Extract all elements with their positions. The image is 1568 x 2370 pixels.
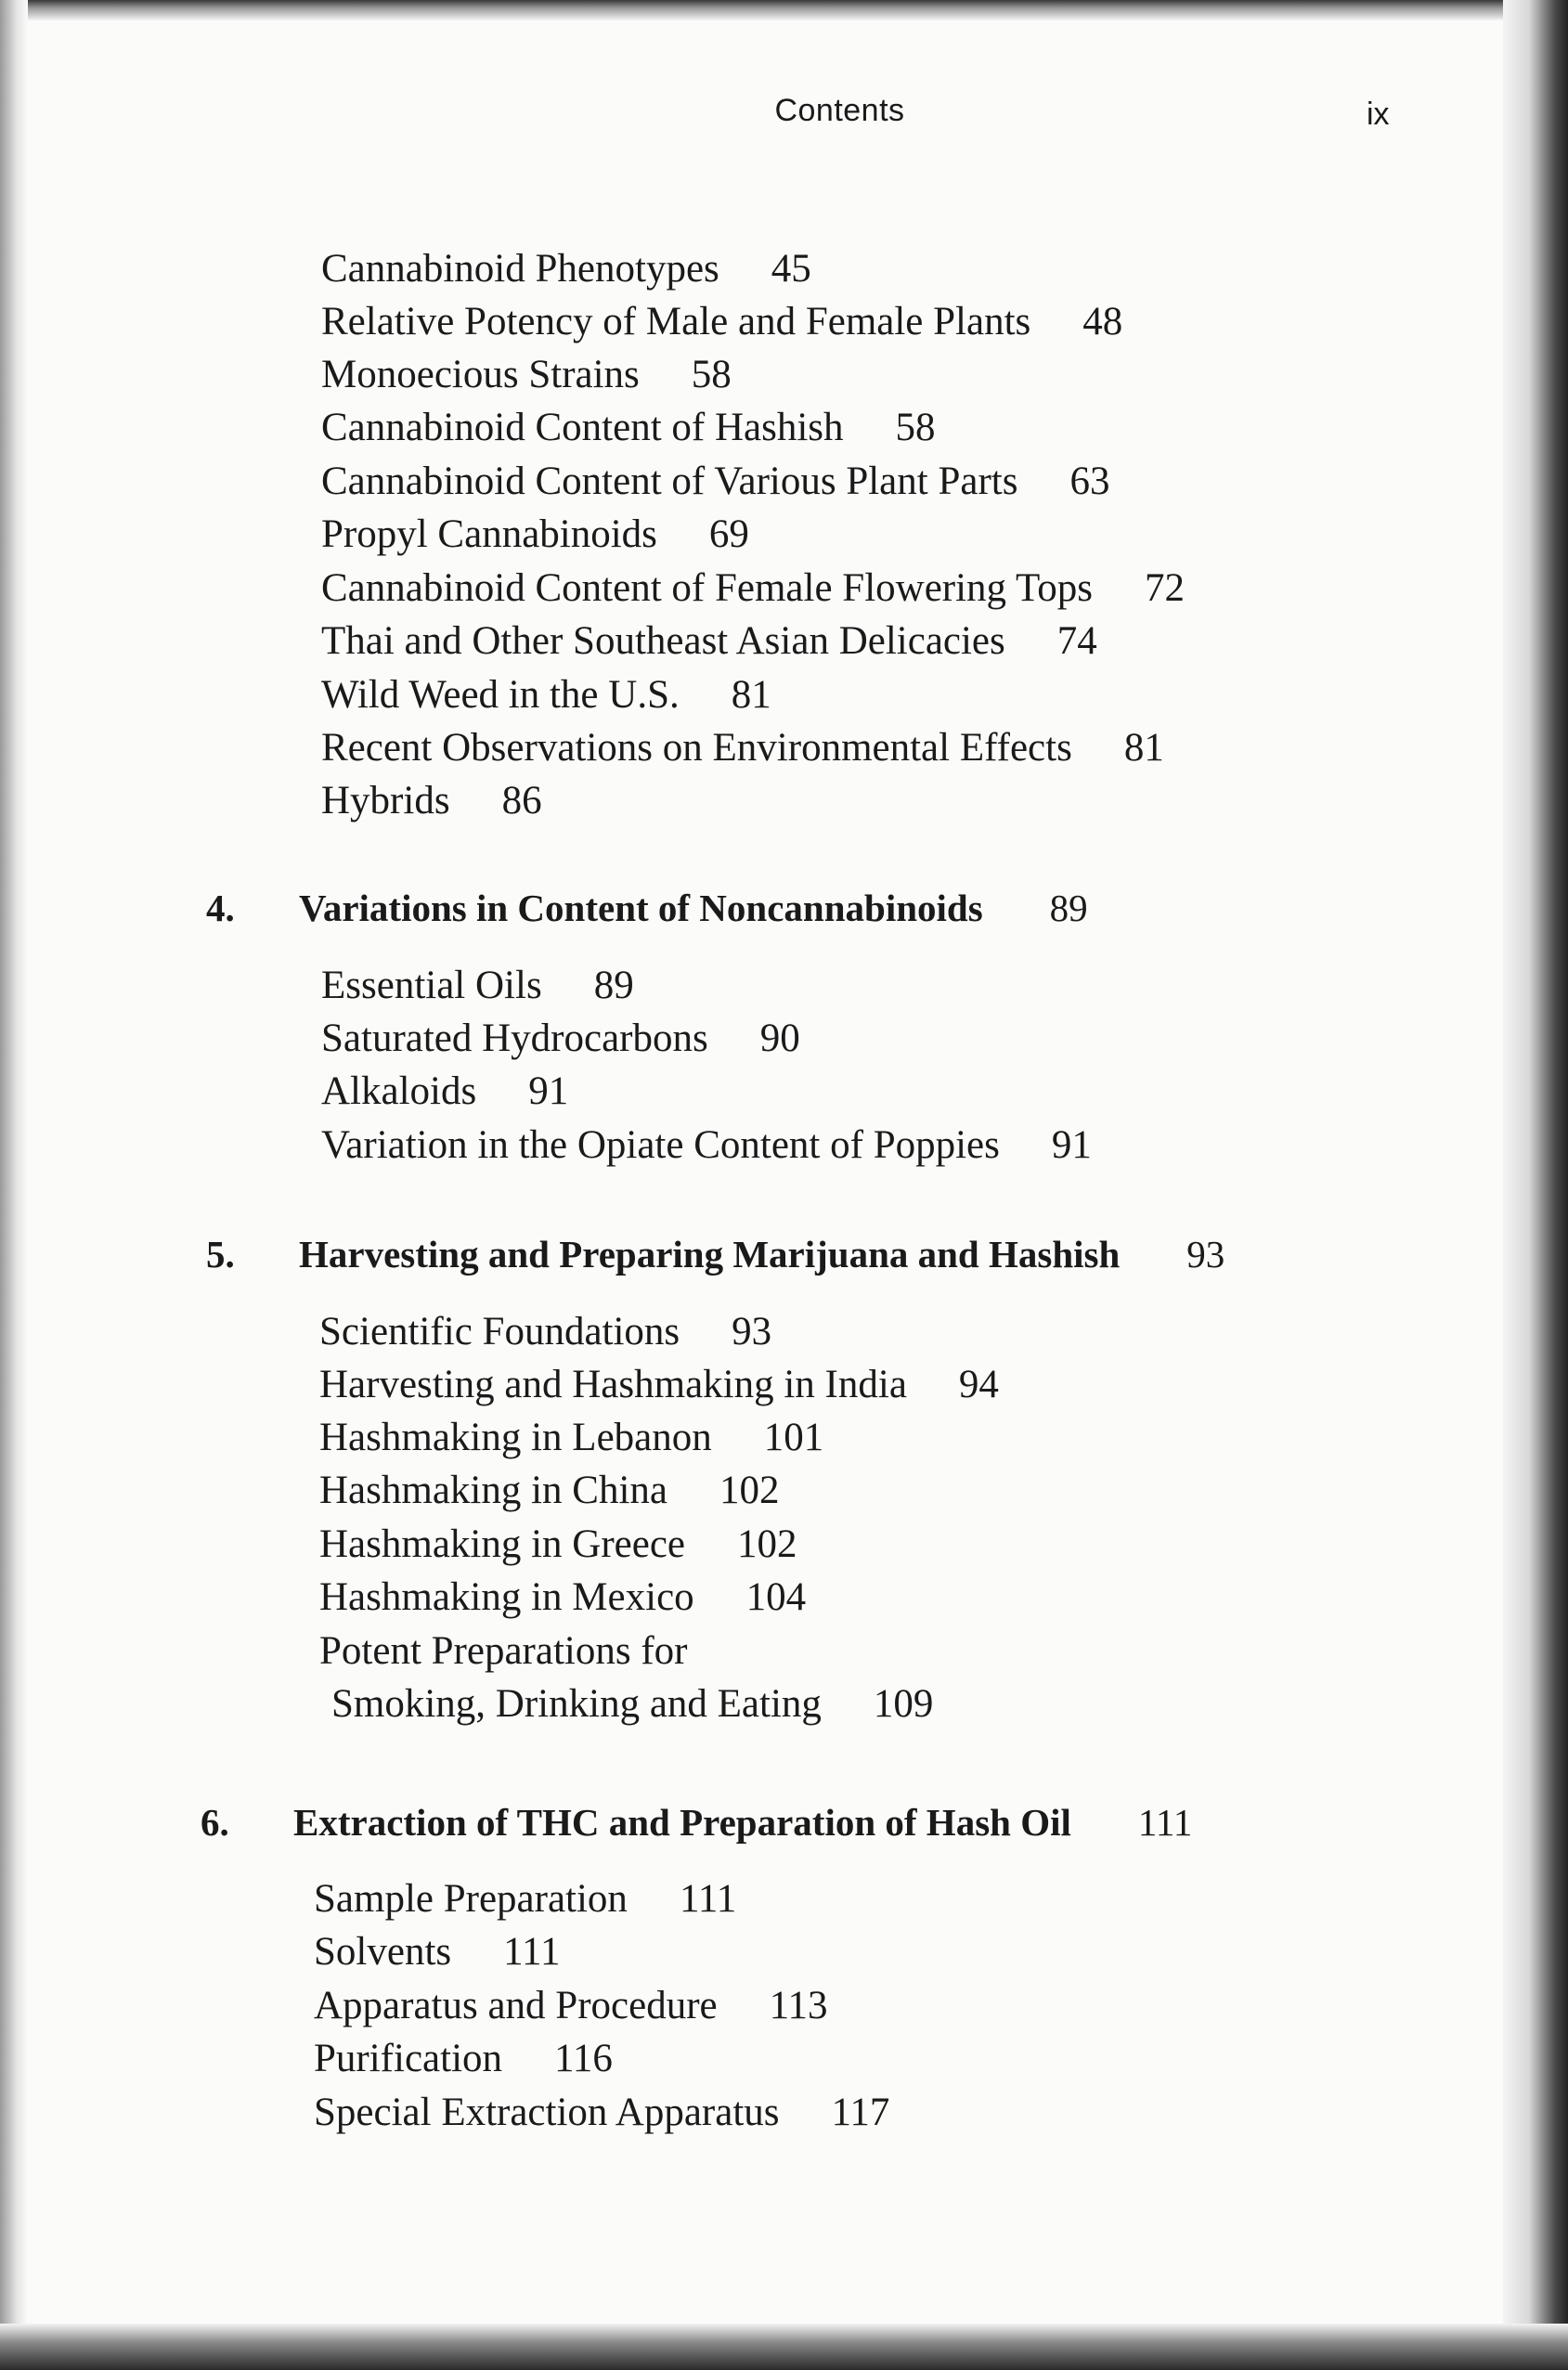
toc-entry-page: 109	[873, 1682, 934, 1726]
toc-entry-title: Solvents	[314, 1930, 452, 1974]
toc-entry-title: Recent Observations on Environmental Effects	[321, 726, 1072, 770]
toc-entry-title: Cannabinoid Content of Hashish	[321, 406, 844, 449]
toc-entry-page: 58	[895, 406, 936, 449]
toc-entry-title: Special Extraction Apparatus	[314, 2091, 780, 2134]
toc-entry-title: Hybrids	[321, 779, 450, 822]
toc-entry	[321, 355, 732, 395]
toc-entry-title: Hashmaking in China	[319, 1469, 668, 1512]
toc-entry-page: 58	[691, 353, 732, 396]
toc-entry	[319, 1418, 823, 1457]
toc-entry-title: Harvesting and Hashmaking in India	[319, 1363, 907, 1406]
toc-entry	[321, 302, 1122, 342]
toc-entry	[321, 1018, 800, 1058]
toc-entry-page: 48	[1082, 300, 1123, 343]
chapter-title: Extraction of THC and Preparation of Hash Oil	[293, 1801, 1071, 1844]
toc-entry	[314, 2039, 613, 2079]
toc-entry-title: Variation in the Opiate Content of Poppies	[321, 1123, 1000, 1167]
toc-entry	[314, 2092, 889, 2132]
chapter-number: 4.	[206, 887, 235, 929]
chapter-heading	[201, 1801, 1193, 1844]
toc-entry-page: 111	[503, 1930, 561, 1974]
chapter-heading	[206, 889, 1088, 927]
toc-entry	[319, 1470, 780, 1510]
toc-entry	[319, 1631, 687, 1671]
toc-entry	[321, 728, 1164, 768]
toc-entry-title: Hashmaking in Lebanon	[319, 1416, 712, 1459]
toc-entry-page: 74	[1056, 619, 1097, 663]
toc-entry	[321, 514, 749, 554]
toc-entry	[319, 1365, 999, 1405]
chapter-heading	[206, 1233, 1225, 1276]
toc-entry	[321, 621, 1097, 661]
toc-entry-title: Cannabinoid Content of Various Plant Parts	[321, 460, 1018, 503]
scan-edge-bottom	[0, 2324, 1568, 2370]
page-number: ix	[1367, 97, 1390, 132]
toc-entry-page: 89	[593, 964, 634, 1007]
toc-entry-title: Hashmaking in Greece	[319, 1522, 686, 1566]
toc-entry-page: 94	[958, 1363, 999, 1406]
toc-entry-title: Purification	[314, 2037, 503, 2080]
toc-entry	[321, 249, 811, 289]
chapter-title: Variations in Content of Noncannabinoids	[299, 887, 983, 929]
toc-entry	[314, 1879, 736, 1919]
chapter-title: Harvesting and Preparing Marijuana and Hashish	[299, 1233, 1121, 1276]
chapter-number: 5.	[206, 1233, 235, 1276]
toc-entry	[319, 1524, 797, 1564]
toc-entry-title: Scientific Foundations	[319, 1310, 680, 1353]
toc-entry-page: 45	[771, 247, 811, 291]
toc-entry-title: Apparatus and Procedure	[314, 1984, 718, 2027]
toc-entry-page: 117	[831, 2091, 890, 2134]
toc-entry	[321, 965, 634, 1005]
toc-entry	[319, 1577, 806, 1617]
toc-entry-title: Wild Weed in the U.S.	[321, 673, 680, 717]
toc-entry-page: 86	[501, 779, 542, 822]
toc-entry	[331, 1684, 933, 1724]
toc-entry-page: 91	[528, 1069, 569, 1113]
toc-entry-title: Smoking, Drinking and Eating	[331, 1682, 822, 1726]
toc-entry-page: 81	[1123, 726, 1164, 770]
toc-entry	[321, 675, 771, 715]
toc-entry-page: 116	[554, 2037, 613, 2080]
running-head: Contents	[774, 93, 905, 128]
toc-entry-title: Relative Potency of Male and Female Plants	[321, 300, 1031, 343]
toc-entry	[319, 1312, 771, 1352]
toc-entry-page: 63	[1069, 460, 1110, 503]
toc-entry-page: 102	[719, 1469, 780, 1512]
chapter-page: 93	[1186, 1233, 1225, 1276]
toc-entry-title: Thai and Other Southeast Asian Delicacies	[321, 619, 1005, 663]
toc-entry-page: 90	[759, 1017, 800, 1060]
chapter-page: 111	[1137, 1801, 1193, 1844]
toc-entry	[321, 1125, 1092, 1165]
toc-entry-title: Cannabinoid Content of Female Flowering Tops	[321, 566, 1094, 610]
toc-entry-title: Alkaloids	[321, 1069, 477, 1113]
toc-entry-title: Saturated Hydrocarbons	[321, 1017, 708, 1060]
chapter-number: 6.	[201, 1801, 229, 1844]
toc-entry-title: Sample Preparation	[314, 1877, 628, 1921]
toc-entry	[314, 1986, 828, 2026]
scan-edge-top	[0, 0, 1568, 20]
toc-entry-page: 72	[1145, 566, 1186, 610]
toc-entry	[321, 461, 1109, 501]
toc-entry-title: Monoecious Strains	[321, 353, 640, 396]
toc-entry-title: Potent Preparations for	[319, 1629, 688, 1673]
toc-entry-page: 104	[745, 1575, 807, 1619]
toc-entry-page: 113	[769, 1984, 828, 2027]
toc-entry	[321, 568, 1185, 608]
toc-entry-page: 101	[763, 1416, 824, 1459]
toc-entry-title: Propyl Cannabinoids	[321, 512, 657, 556]
toc-entry-page: 69	[708, 512, 749, 556]
toc-entry	[321, 1071, 568, 1111]
toc-entry-page: 81	[731, 673, 771, 717]
toc-entry	[321, 781, 542, 821]
toc-entry-page: 111	[679, 1877, 737, 1921]
toc-entry	[314, 1932, 560, 1972]
toc-entry-page: 91	[1051, 1123, 1092, 1167]
scan-edge-right	[1503, 0, 1568, 2370]
toc-entry	[321, 408, 936, 447]
toc-entry-page: 93	[732, 1310, 772, 1353]
chapter-page: 89	[1049, 887, 1088, 929]
toc-entry-title: Cannabinoid Phenotypes	[321, 247, 719, 291]
toc-entry-page: 102	[737, 1522, 797, 1566]
toc-entry-title: Essential Oils	[321, 964, 542, 1007]
scan-edge-left	[0, 0, 28, 2370]
toc-entry-title: Hashmaking in Mexico	[319, 1575, 694, 1619]
